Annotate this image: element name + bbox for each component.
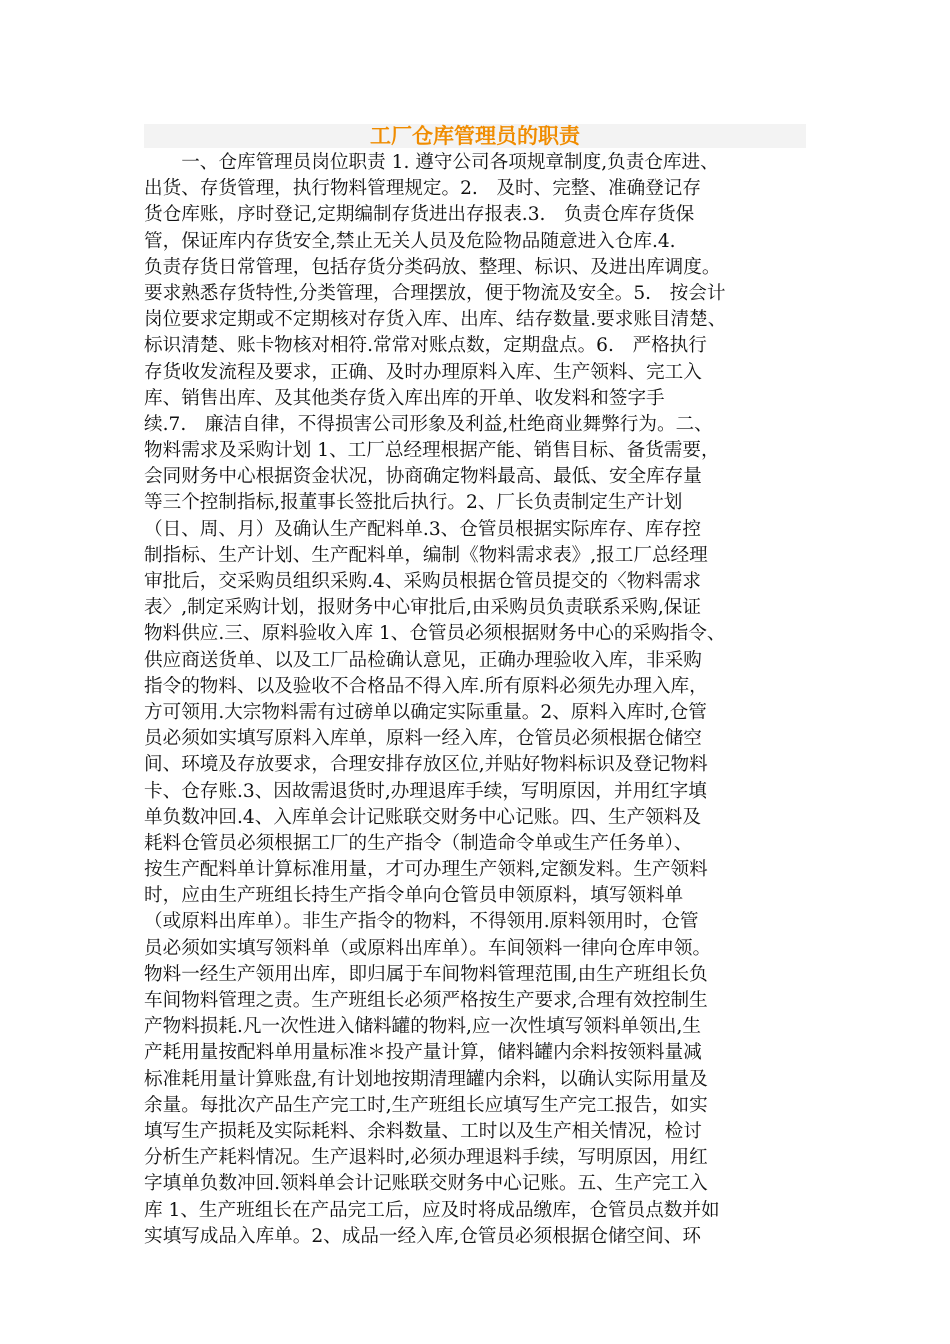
- body-line: 制指标、生产计划、生产配料单，编制《物料需求表》,报工厂总经理: [144, 544, 708, 566]
- body-line: 填写生产损耗及实际耗料、余料数量、工时以及生产相关情况，检讨: [144, 1120, 702, 1142]
- body-line: 耗料仓管员必须根据工厂的生产指令（制造命令单或生产任务单）、: [144, 832, 693, 854]
- title-bar: [144, 124, 806, 148]
- body-line: 标准耗用量计算账盘,有计划地按期清理罐内余料，以确认实际用量及: [144, 1068, 708, 1090]
- body-line: 会同财务中心根据资金状况，协商确定物料最高、最低、安全库存量: [144, 466, 702, 488]
- body-line: 标识清楚、账卡物核对相符.常常对账点数，定期盘点。6. 严格执行: [144, 335, 707, 357]
- body-line: 出货、存货管理，执行物料管理规定。2. 及时、完整、准确登记存: [144, 178, 701, 200]
- body-line: 按生产配料单计算标准用量，才可办理生产领料,定额发料。生产领料: [144, 859, 708, 881]
- body-line: 续.7. 廉洁自律，不得损害公司形象及利益,杜绝商业舞弊行为。二、: [144, 413, 713, 435]
- document-title: 工厂仓库管理员的职责: [370, 124, 580, 148]
- body-line: 管，保证库内存货安全,禁止无关人员及危险物品随意进入仓库.4.: [144, 230, 676, 252]
- body-line: 员必须如实填写领料单（或原料出库单）。车间领料一律向仓库申领。: [144, 937, 712, 959]
- body-line: 存货收发流程及要求，正确、及时办理原料入库、生产领料、完工入: [144, 361, 702, 383]
- body-line: 产物料损耗.凡一次性进入储料罐的物料,应一次性填写领料单领出,生: [144, 1016, 701, 1038]
- body-line: 单负数冲回.4、入库单会计记账联交财务中心记账。四、生产领料及: [144, 806, 701, 828]
- body-line: 物料需求及采购计划 1、工厂总经理根据产能、销售目标、备货需要，: [144, 440, 720, 462]
- body-line: 字填单负数冲回.领料单会计记账联交财务中心记账。五、生产完工入: [144, 1173, 708, 1195]
- body-line: 间、环境及存放要求，合理安排存放区位,并贴好物料标识及登记物料: [144, 754, 708, 776]
- body-line: 审批后，交采购员组织采购.4、采购员根据仓管员提交的〈物料需求: [144, 571, 701, 592]
- body-line: 指令的物料、以及验收不合格品不得入库.所有原料必须先办理入库，: [144, 675, 708, 697]
- document-body: [144, 150, 808, 1250]
- body-line: 实填写成品入库单。2、成品一经入库,仓管员必须根据仓储空间、环: [144, 1225, 701, 1247]
- body-line: 产耗用量按配料单用量标准＊投产量计算，储料罐内余料按领料量减: [144, 1042, 702, 1064]
- body-line: 时，应由生产班组长持生产指令单向仓管员申领原料，填写领料单: [144, 885, 684, 907]
- body-line: 余量。每批次产品生产完工时,生产班组长应填写生产完工报告，如实: [144, 1094, 708, 1116]
- body-line: 表〉,制定采购计划，报财务中心审批后,由采购员负责联系采购,保证: [144, 597, 701, 619]
- body-line: 分析生产耗料情况。生产退料时,必须办理退料手续，写明原因，用红: [144, 1147, 708, 1169]
- body-line: 等三个控制指标,报董事长签批后执行。2、厂长负责制定生产计划: [144, 492, 683, 514]
- body-line: 供应商送货单、以及工厂品检确认意见，正确办理验收入库，非采购: [144, 649, 702, 671]
- body-line: 货仓库账，序时登记,定期编制存货进出存报表.3. 负责仓库存货保: [144, 204, 695, 226]
- body-line: 库 1、生产班组长在产品完工后，应及时将成品缴库，仓管员点数并如: [144, 1199, 720, 1221]
- body-line: 卡、仓存账.3、因故需退货时,办理退库手续，写明原因，并用红字填: [144, 780, 707, 802]
- body-line: 要求熟悉存货特性,分类管理，合理摆放，便于物流及安全。5. 按会计: [144, 282, 726, 304]
- body-line: 方可领用.大宗物料需有过磅单以确定实际重量。2、原料入库时,仓管: [144, 701, 707, 723]
- body-line: 一、仓库管理员岗位职责 1. 遵守公司各项规章制度,负责仓库进、: [144, 152, 719, 173]
- body-line: 员必须如实填写原料入库单，原料一经入库，仓管员必须根据仓储空: [144, 728, 702, 750]
- body-line: （日、周、月）及确认生产配料单.3、仓管员根据实际库存、库存控: [144, 518, 701, 540]
- body-line: （或原料出库单）。非生产指令的物料，不得领用.原料领用时，仓管: [144, 911, 699, 933]
- body-line: 库、销售出库、及其他类存货入库出库的开单、收发料和签字手: [144, 387, 665, 409]
- body-line: 负责存货日常管理，包括存货分类码放、整理、标识、及进出库调度。: [144, 256, 721, 278]
- body-line: 物料供应.三、原料验收入库 1、仓管员必须根据财务中心的采购指令、: [144, 623, 726, 645]
- body-line: 岗位要求定期或不定期核对存货入库、出库、结存数量.要求账目清楚、: [144, 309, 727, 331]
- body-line: 物料一经生产领用出库，即归属于车间物料管理范围,由生产班组长负: [144, 963, 708, 985]
- body-line: 车间物料管理之责。生产班组长必须严格按生产要求,合理有效控制生: [144, 990, 708, 1011]
